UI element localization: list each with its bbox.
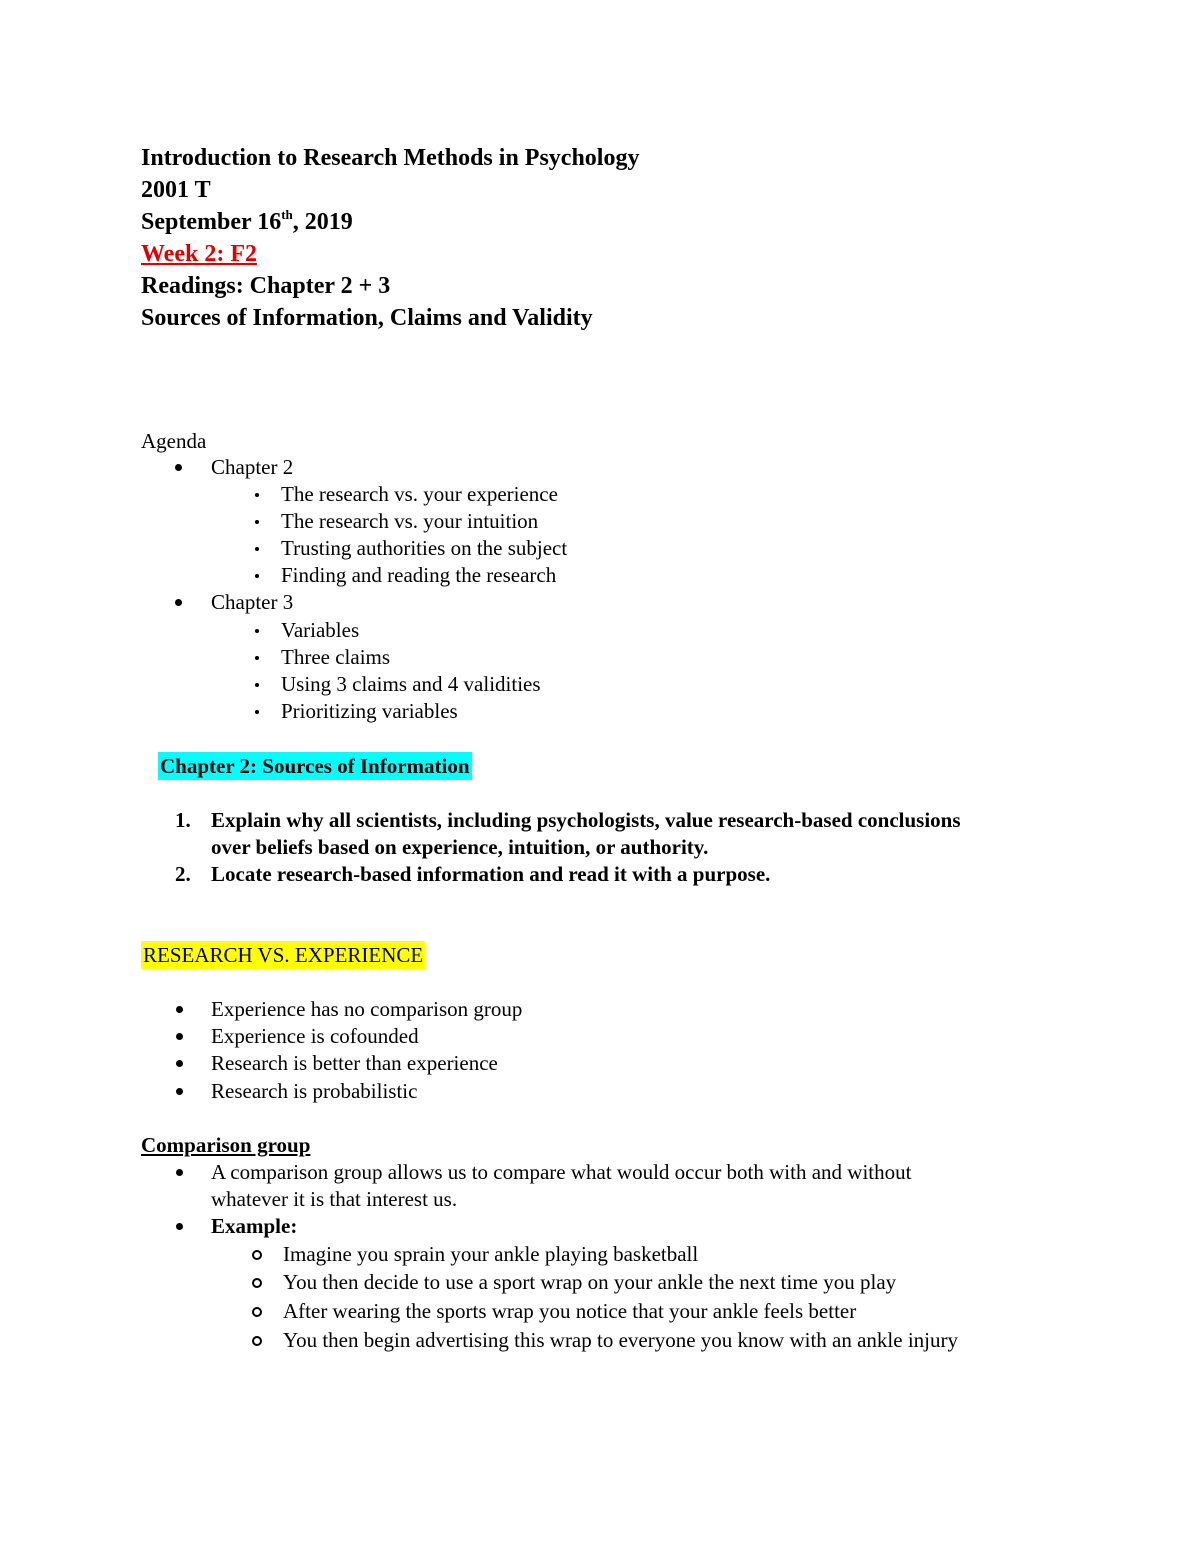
agenda-chapter-2: Chapter 2 <box>211 455 294 479</box>
bullet-icon <box>175 464 182 471</box>
bullet-icon <box>176 1060 183 1067</box>
circle-bullet-icon <box>252 1250 262 1260</box>
agenda-item: Trusting authorities on the subject <box>281 536 568 560</box>
lecture-date <box>141 207 353 235</box>
agenda-item: Finding and reading the research <box>281 563 557 587</box>
example-item: You then decide to use a sport wrap on your ankle the next time you play <box>283 1270 897 1294</box>
week-label: Week 2: F2 <box>141 241 257 267</box>
example-item: You then begin advertising this wrap to everyone you know with an ankle injury <box>283 1328 959 1352</box>
circle-bullet-icon <box>252 1307 262 1317</box>
agenda-item: Three claims <box>281 645 391 669</box>
objective-text-continued: over beliefs based on experience, intuition, or authority. <box>211 835 709 859</box>
list-item: Research is better than experience <box>211 1051 498 1075</box>
example-item: After wearing the sports wrap you notice that your ankle feels better <box>283 1299 857 1323</box>
bullet-icon <box>255 683 259 687</box>
bullet-icon <box>255 547 259 551</box>
date-tail: , 2019 <box>292 209 353 235</box>
date-main: September 16 <box>141 209 282 235</box>
agenda-item: The research vs. your intuition <box>281 509 539 533</box>
bullet-icon <box>176 1033 183 1040</box>
agenda-item: Prioritizing variables <box>281 699 458 723</box>
readings-line: Readings: Chapter 2 + 3 <box>141 273 391 299</box>
research-vs-experience-heading <box>141 945 425 966</box>
objective-number: 2. <box>175 862 191 886</box>
bullet-icon <box>255 493 259 497</box>
circle-bullet-icon <box>252 1336 262 1346</box>
bullet-icon <box>255 520 259 524</box>
objective-text: Locate research-based information and read it with a purpose. <box>211 862 771 886</box>
chapter-2-heading-text: Chapter 2: Sources of Information <box>160 754 470 778</box>
example-item: Imagine you sprain your ankle playing basketball <box>283 1242 699 1266</box>
bullet-icon <box>255 574 259 578</box>
research-vs-experience-heading-text: RESEARCH VS. EXPERIENCE <box>143 943 424 967</box>
agenda-item: Variables <box>281 618 360 642</box>
bullet-icon <box>255 629 259 633</box>
lecture-subtitle: Sources of Information, Claims and Validity <box>141 305 593 331</box>
agenda-label: Agenda <box>141 429 207 453</box>
list-item: A comparison group allows us to compare what would occur both with and without <box>211 1160 912 1184</box>
bullet-icon <box>255 656 259 660</box>
list-item: Experience is cofounded <box>211 1024 419 1048</box>
bullet-icon <box>176 1169 183 1176</box>
agenda-chapter-3: Chapter 3 <box>211 590 294 614</box>
date-suffix: th <box>281 207 293 222</box>
chapter-2-heading <box>158 756 472 777</box>
list-item: Experience has no comparison group <box>211 997 523 1021</box>
objective-number: 1. <box>175 808 191 832</box>
bullet-icon <box>255 710 259 714</box>
bullet-icon <box>176 1088 183 1095</box>
course-code: 2001 T <box>141 177 211 203</box>
example-label: Example: <box>211 1214 298 1238</box>
comparison-group-heading: Comparison group <box>141 1133 311 1157</box>
agenda-item: Using 3 claims and 4 validities <box>281 672 541 696</box>
bullet-icon <box>176 1006 183 1013</box>
circle-bullet-icon <box>252 1278 262 1288</box>
list-item-continued: whatever it is that interest us. <box>211 1187 458 1211</box>
list-item: Research is probabilistic <box>211 1079 418 1103</box>
document-title: Introduction to Research Methods in Psychology <box>141 145 640 171</box>
bullet-icon <box>175 599 182 606</box>
objective-text: Explain why all scientists, including psychologists, value research-based conclusions <box>211 808 961 832</box>
bullet-icon <box>176 1223 183 1230</box>
agenda-item: The research vs. your experience <box>281 482 558 506</box>
